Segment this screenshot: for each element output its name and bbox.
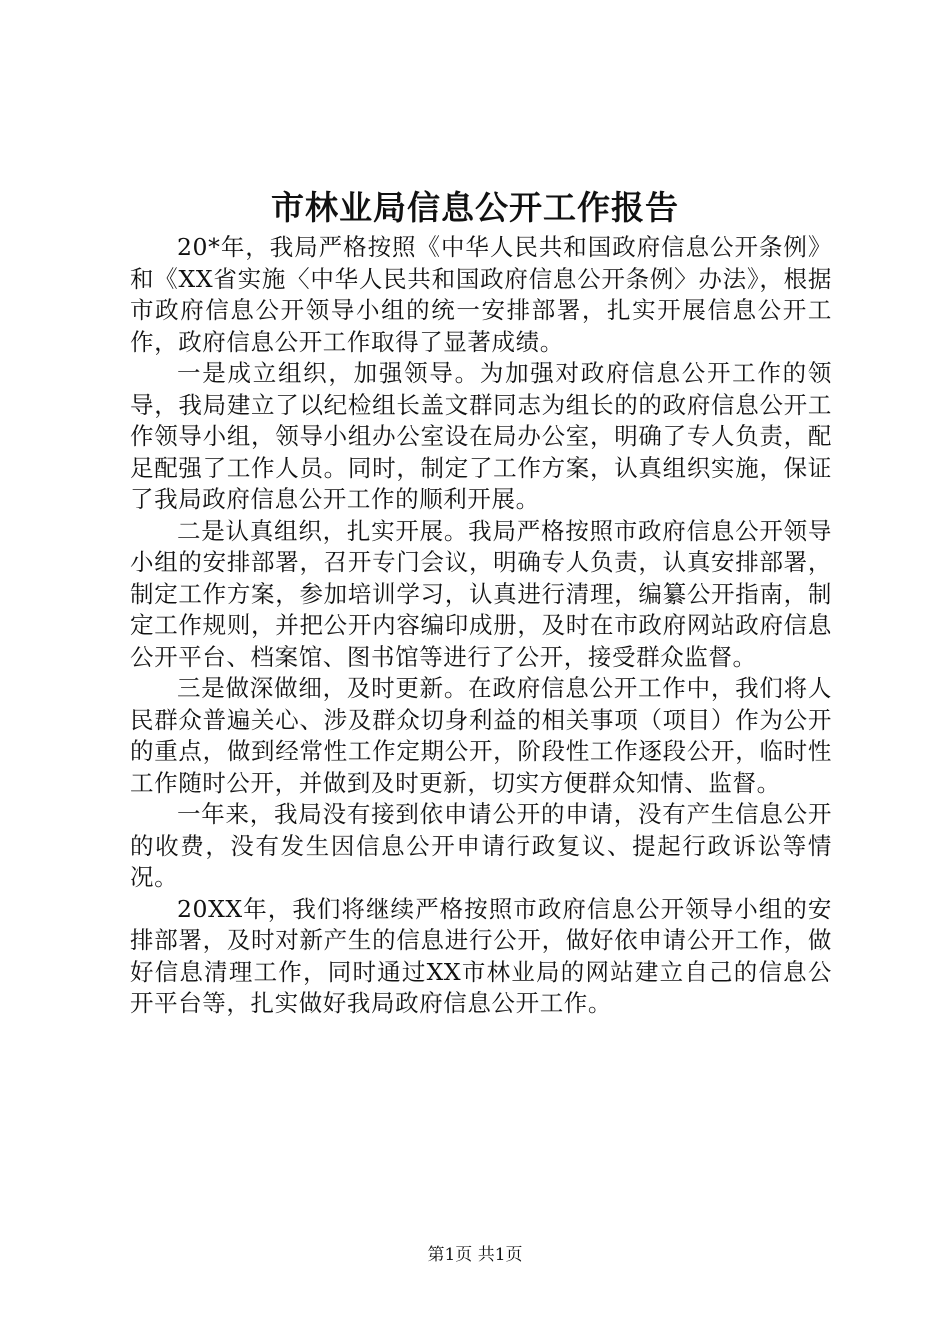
paragraph-implementation: 二是认真组织，扎实开展。我局严格按照市政府信息公开领导小组的安排部署，召开专门会议，明确专人负责，认真安排部署，制定工作方案，参加培训学习，认真进行清理，编纂公开指南，制定工作规则，并把公开内容编印成册，及时在市政府网站政府信息公开平台、档案馆、图书馆等进行了公开，接受群众监督。 bbox=[130, 516, 832, 671]
paragraph-updates: 三是做深做细，及时更新。在政府信息公开工作中，我们将人民群众普遍关心、涉及群众切身利益的相关事项（项目）作为公开的重点，做到经常性工作定期公开，阶段性工作逐段公开，临时性工作随时公开，并做到及时更新，切实方便群众知情、监督。 bbox=[130, 674, 832, 797]
document-body bbox=[130, 232, 832, 1020]
document-title: 市林业局信息公开工作报告 bbox=[271, 188, 679, 227]
paragraph-intro: 20*年，我局严格按照《中华人民共和国政府信息公开条例》和《XX省实施〈中华人民共和国政府信息公开条例〉办法》，根据市政府信息公开领导小组的统一安排部署，扎实开展信息公开工作，政府信息公开工作取得了显著成绩。 bbox=[130, 233, 832, 356]
paragraph-next-year-plan: 20XX年，我们将继续严格按照市政府信息公开领导小组的安排部署，及时对新产生的信息进行公开，做好依申请公开工作，做好信息清理工作，同时通过XX市林业局的网站建立自己的信息公开平台等，扎实做好我局政府信息公开工作。 bbox=[130, 894, 832, 1017]
paragraph-year-summary: 一年来，我局没有接到依申请公开的申请，没有产生信息公开的收费，没有发生因信息公开申请行政复议、提起行政诉讼等情况。 bbox=[130, 800, 832, 891]
paragraph-organization: 一是成立组织，加强领导。为加强对政府信息公开工作的领导，我局建立了以纪检组长盖文群同志为组长的的政府信息公开工作领导小组，领导小组办公室设在局办公室，明确了专人负责，配足配强了工作人员。同时，制定了工作方案，认真组织实施，保证了我局政府信息公开工作的顺利开展。 bbox=[130, 359, 832, 513]
page-footer: 第1页 共1页 bbox=[427, 1245, 523, 1265]
